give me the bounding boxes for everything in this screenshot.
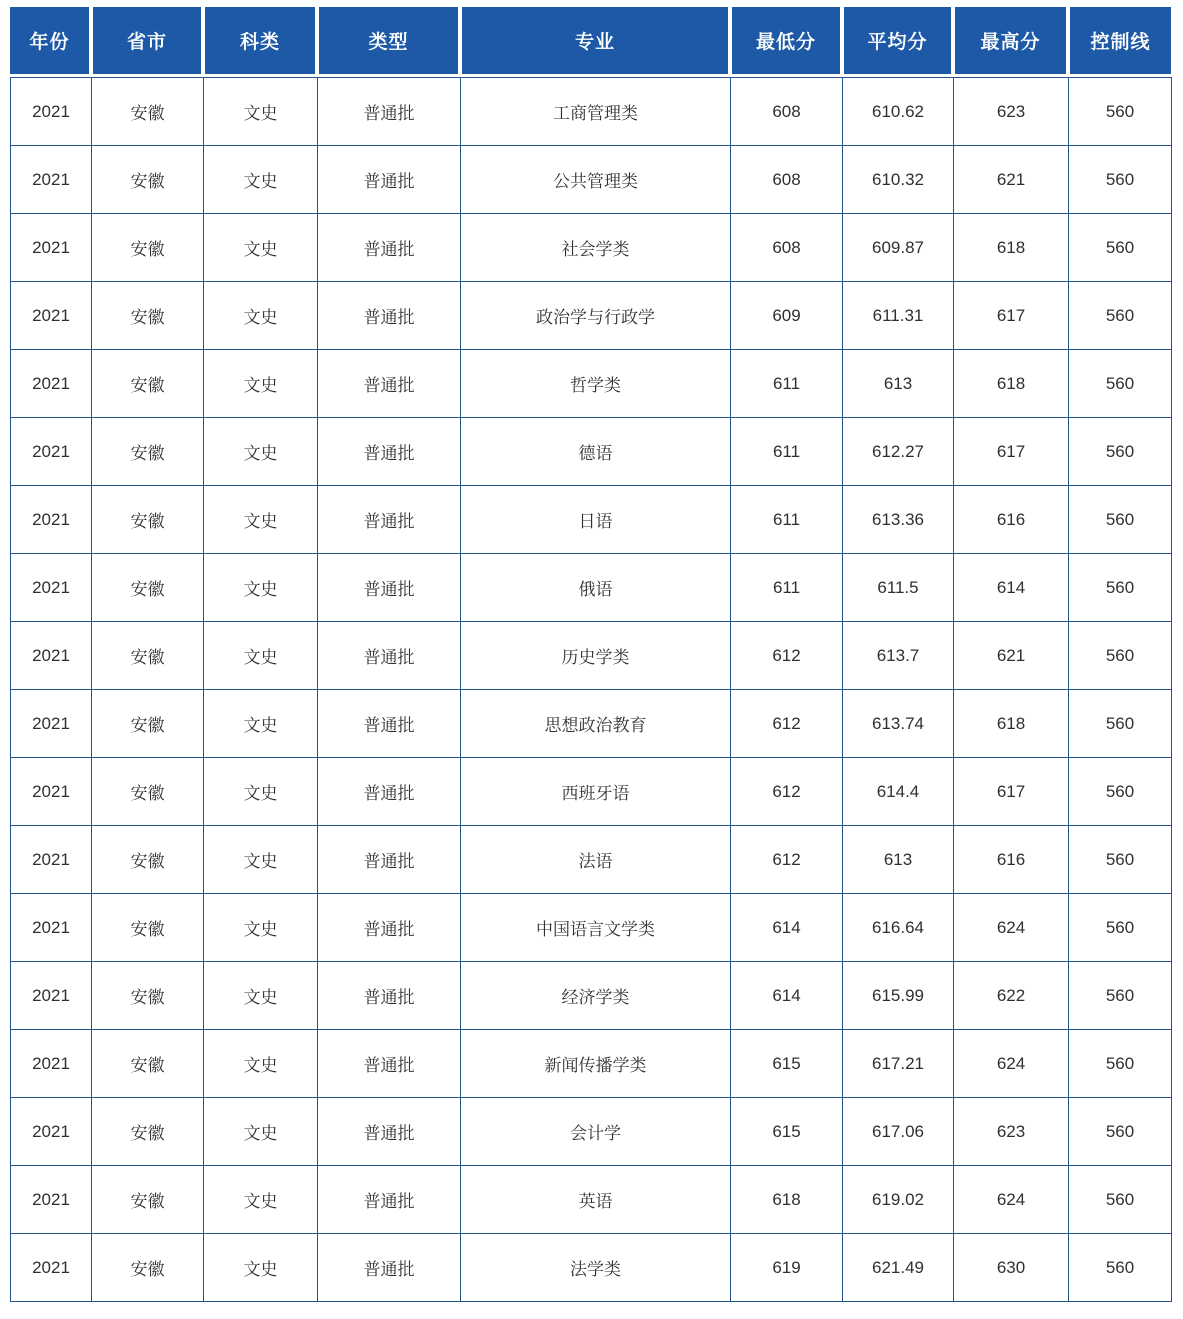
cell-batch-type: 普通批 [318,146,461,214]
cell-year: 2021 [11,418,92,486]
cell-batch-type: 普通批 [318,1098,461,1166]
cell-year: 2021 [11,1166,92,1234]
cell-min-score: 608 [731,146,843,214]
cell-year: 2021 [11,758,92,826]
cell-province: 安徽 [92,214,204,282]
cell-avg-score: 616.64 [843,894,954,962]
cell-year: 2021 [11,350,92,418]
cell-min-score: 609 [731,282,843,350]
cell-max-score: 623 [954,78,1069,146]
cell-year: 2021 [11,1098,92,1166]
cell-subject-category: 文史 [204,962,318,1030]
table-row [11,962,1172,1030]
cell-major: 公共管理类 [461,146,731,214]
cell-subject-category: 文史 [204,350,318,418]
cell-max-score: 618 [954,350,1069,418]
header-cell-min-score: 最低分 [732,7,840,74]
cell-province: 安徽 [92,826,204,894]
cell-min-score: 608 [731,78,843,146]
cell-subject-category: 文史 [204,758,318,826]
table-row [11,214,1172,282]
cell-max-score: 618 [954,690,1069,758]
scores-table [10,77,1172,1302]
cell-major: 历史学类 [461,622,731,690]
cell-year: 2021 [11,894,92,962]
header-cell-year: 年份 [10,7,89,74]
cell-max-score: 618 [954,214,1069,282]
cell-province: 安徽 [92,350,204,418]
cell-subject-category: 文史 [204,282,318,350]
cell-max-score: 624 [954,1030,1069,1098]
cell-year: 2021 [11,1234,92,1302]
cell-min-score: 611 [731,554,843,622]
cell-year: 2021 [11,554,92,622]
cell-batch-type: 普通批 [318,826,461,894]
cell-province: 安徽 [92,1166,204,1234]
cell-avg-score: 613.36 [843,486,954,554]
table-row [11,282,1172,350]
cell-control-line: 560 [1069,826,1172,894]
cell-province: 安徽 [92,418,204,486]
cell-min-score: 612 [731,622,843,690]
cell-subject-category: 文史 [204,418,318,486]
header-cell-province: 省市 [93,7,201,74]
cell-avg-score: 613 [843,826,954,894]
cell-batch-type: 普通批 [318,690,461,758]
cell-control-line: 560 [1069,622,1172,690]
cell-max-score: 621 [954,622,1069,690]
cell-control-line: 560 [1069,282,1172,350]
cell-province: 安徽 [92,1234,204,1302]
cell-min-score: 612 [731,690,843,758]
cell-control-line: 560 [1069,758,1172,826]
cell-max-score: 624 [954,894,1069,962]
cell-year: 2021 [11,1030,92,1098]
cell-province: 安徽 [92,690,204,758]
cell-control-line: 560 [1069,554,1172,622]
cell-major: 俄语 [461,554,731,622]
cell-subject-category: 文史 [204,1098,318,1166]
cell-avg-score: 610.62 [843,78,954,146]
cell-major: 英语 [461,1166,731,1234]
table-row [11,758,1172,826]
cell-year: 2021 [11,690,92,758]
cell-min-score: 612 [731,758,843,826]
table-row [11,1030,1172,1098]
cell-avg-score: 615.99 [843,962,954,1030]
cell-control-line: 560 [1069,1030,1172,1098]
cell-max-score: 617 [954,758,1069,826]
cell-avg-score: 609.87 [843,214,954,282]
cell-major: 思想政治教育 [461,690,731,758]
table-header [10,7,1171,74]
table-row [11,622,1172,690]
cell-subject-category: 文史 [204,1166,318,1234]
cell-major: 会计学 [461,1098,731,1166]
cell-avg-score: 617.21 [843,1030,954,1098]
cell-province: 安徽 [92,758,204,826]
cell-year: 2021 [11,622,92,690]
cell-batch-type: 普通批 [318,1234,461,1302]
cell-control-line: 560 [1069,1098,1172,1166]
cell-major: 法语 [461,826,731,894]
cell-year: 2021 [11,214,92,282]
cell-batch-type: 普通批 [318,486,461,554]
cell-major: 中国语言文学类 [461,894,731,962]
cell-subject-category: 文史 [204,554,318,622]
cell-avg-score: 613 [843,350,954,418]
table-row [11,1166,1172,1234]
cell-control-line: 560 [1069,962,1172,1030]
table-row [11,486,1172,554]
table-row [11,1234,1172,1302]
cell-min-score: 611 [731,486,843,554]
cell-control-line: 560 [1069,418,1172,486]
cell-max-score: 616 [954,826,1069,894]
cell-province: 安徽 [92,1030,204,1098]
cell-avg-score: 614.4 [843,758,954,826]
cell-batch-type: 普通批 [318,1030,461,1098]
header-cell-control-line: 控制线 [1070,7,1171,74]
table-row [11,690,1172,758]
cell-province: 安徽 [92,146,204,214]
header-cell-major: 专业 [462,7,728,74]
cell-max-score: 630 [954,1234,1069,1302]
cell-major: 经济学类 [461,962,731,1030]
table-row [11,826,1172,894]
cell-max-score: 623 [954,1098,1069,1166]
cell-avg-score: 613.74 [843,690,954,758]
header-cell-subject-category: 科类 [205,7,315,74]
cell-min-score: 612 [731,826,843,894]
cell-year: 2021 [11,146,92,214]
cell-control-line: 560 [1069,690,1172,758]
cell-subject-category: 文史 [204,894,318,962]
table-row [11,554,1172,622]
cell-batch-type: 普通批 [318,418,461,486]
cell-control-line: 560 [1069,146,1172,214]
table-row [11,894,1172,962]
cell-province: 安徽 [92,622,204,690]
cell-avg-score: 613.7 [843,622,954,690]
cell-batch-type: 普通批 [318,1166,461,1234]
cell-major: 政治学与行政学 [461,282,731,350]
cell-min-score: 611 [731,350,843,418]
cell-min-score: 614 [731,894,843,962]
cell-major: 西班牙语 [461,758,731,826]
cell-subject-category: 文史 [204,622,318,690]
cell-max-score: 624 [954,1166,1069,1234]
cell-min-score: 615 [731,1098,843,1166]
header-cell-batch-type: 类型 [319,7,458,74]
cell-avg-score: 621.49 [843,1234,954,1302]
cell-major: 社会学类 [461,214,731,282]
cell-province: 安徽 [92,486,204,554]
cell-subject-category: 文史 [204,826,318,894]
cell-subject-category: 文史 [204,146,318,214]
cell-control-line: 560 [1069,78,1172,146]
cell-year: 2021 [11,962,92,1030]
cell-min-score: 618 [731,1166,843,1234]
cell-batch-type: 普通批 [318,894,461,962]
cell-province: 安徽 [92,78,204,146]
cell-avg-score: 612.27 [843,418,954,486]
cell-min-score: 608 [731,214,843,282]
cell-major: 新闻传播学类 [461,1030,731,1098]
cell-province: 安徽 [92,1098,204,1166]
cell-batch-type: 普通批 [318,282,461,350]
header-cell-max-score: 最高分 [955,7,1066,74]
cell-subject-category: 文史 [204,1234,318,1302]
cell-batch-type: 普通批 [318,78,461,146]
cell-max-score: 614 [954,554,1069,622]
table-row [11,418,1172,486]
cell-major: 日语 [461,486,731,554]
cell-major: 法学类 [461,1234,731,1302]
cell-major: 德语 [461,418,731,486]
cell-batch-type: 普通批 [318,350,461,418]
cell-max-score: 621 [954,146,1069,214]
cell-control-line: 560 [1069,214,1172,282]
cell-min-score: 619 [731,1234,843,1302]
cell-avg-score: 611.5 [843,554,954,622]
cell-subject-category: 文史 [204,486,318,554]
table-row [11,146,1172,214]
cell-batch-type: 普通批 [318,758,461,826]
cell-province: 安徽 [92,282,204,350]
cell-max-score: 616 [954,486,1069,554]
cell-avg-score: 611.31 [843,282,954,350]
cell-batch-type: 普通批 [318,622,461,690]
cell-major: 工商管理类 [461,78,731,146]
cell-control-line: 560 [1069,486,1172,554]
cell-min-score: 611 [731,418,843,486]
cell-year: 2021 [11,826,92,894]
cell-batch-type: 普通批 [318,962,461,1030]
cell-province: 安徽 [92,962,204,1030]
cell-min-score: 614 [731,962,843,1030]
cell-subject-category: 文史 [204,690,318,758]
cell-avg-score: 619.02 [843,1166,954,1234]
cell-subject-category: 文史 [204,214,318,282]
cell-subject-category: 文史 [204,78,318,146]
cell-batch-type: 普通批 [318,214,461,282]
cell-province: 安徽 [92,554,204,622]
table-row [11,78,1172,146]
cell-avg-score: 617.06 [843,1098,954,1166]
cell-avg-score: 610.32 [843,146,954,214]
table-row [11,1098,1172,1166]
table-row [11,350,1172,418]
cell-subject-category: 文史 [204,1030,318,1098]
cell-major: 哲学类 [461,350,731,418]
cell-control-line: 560 [1069,894,1172,962]
cell-min-score: 615 [731,1030,843,1098]
cell-control-line: 560 [1069,1234,1172,1302]
cell-province: 安徽 [92,894,204,962]
cell-control-line: 560 [1069,1166,1172,1234]
cell-year: 2021 [11,78,92,146]
cell-batch-type: 普通批 [318,554,461,622]
cell-max-score: 617 [954,418,1069,486]
cell-max-score: 617 [954,282,1069,350]
cell-control-line: 560 [1069,350,1172,418]
cell-max-score: 622 [954,962,1069,1030]
cell-year: 2021 [11,282,92,350]
cell-year: 2021 [11,486,92,554]
header-cell-avg-score: 平均分 [844,7,951,74]
